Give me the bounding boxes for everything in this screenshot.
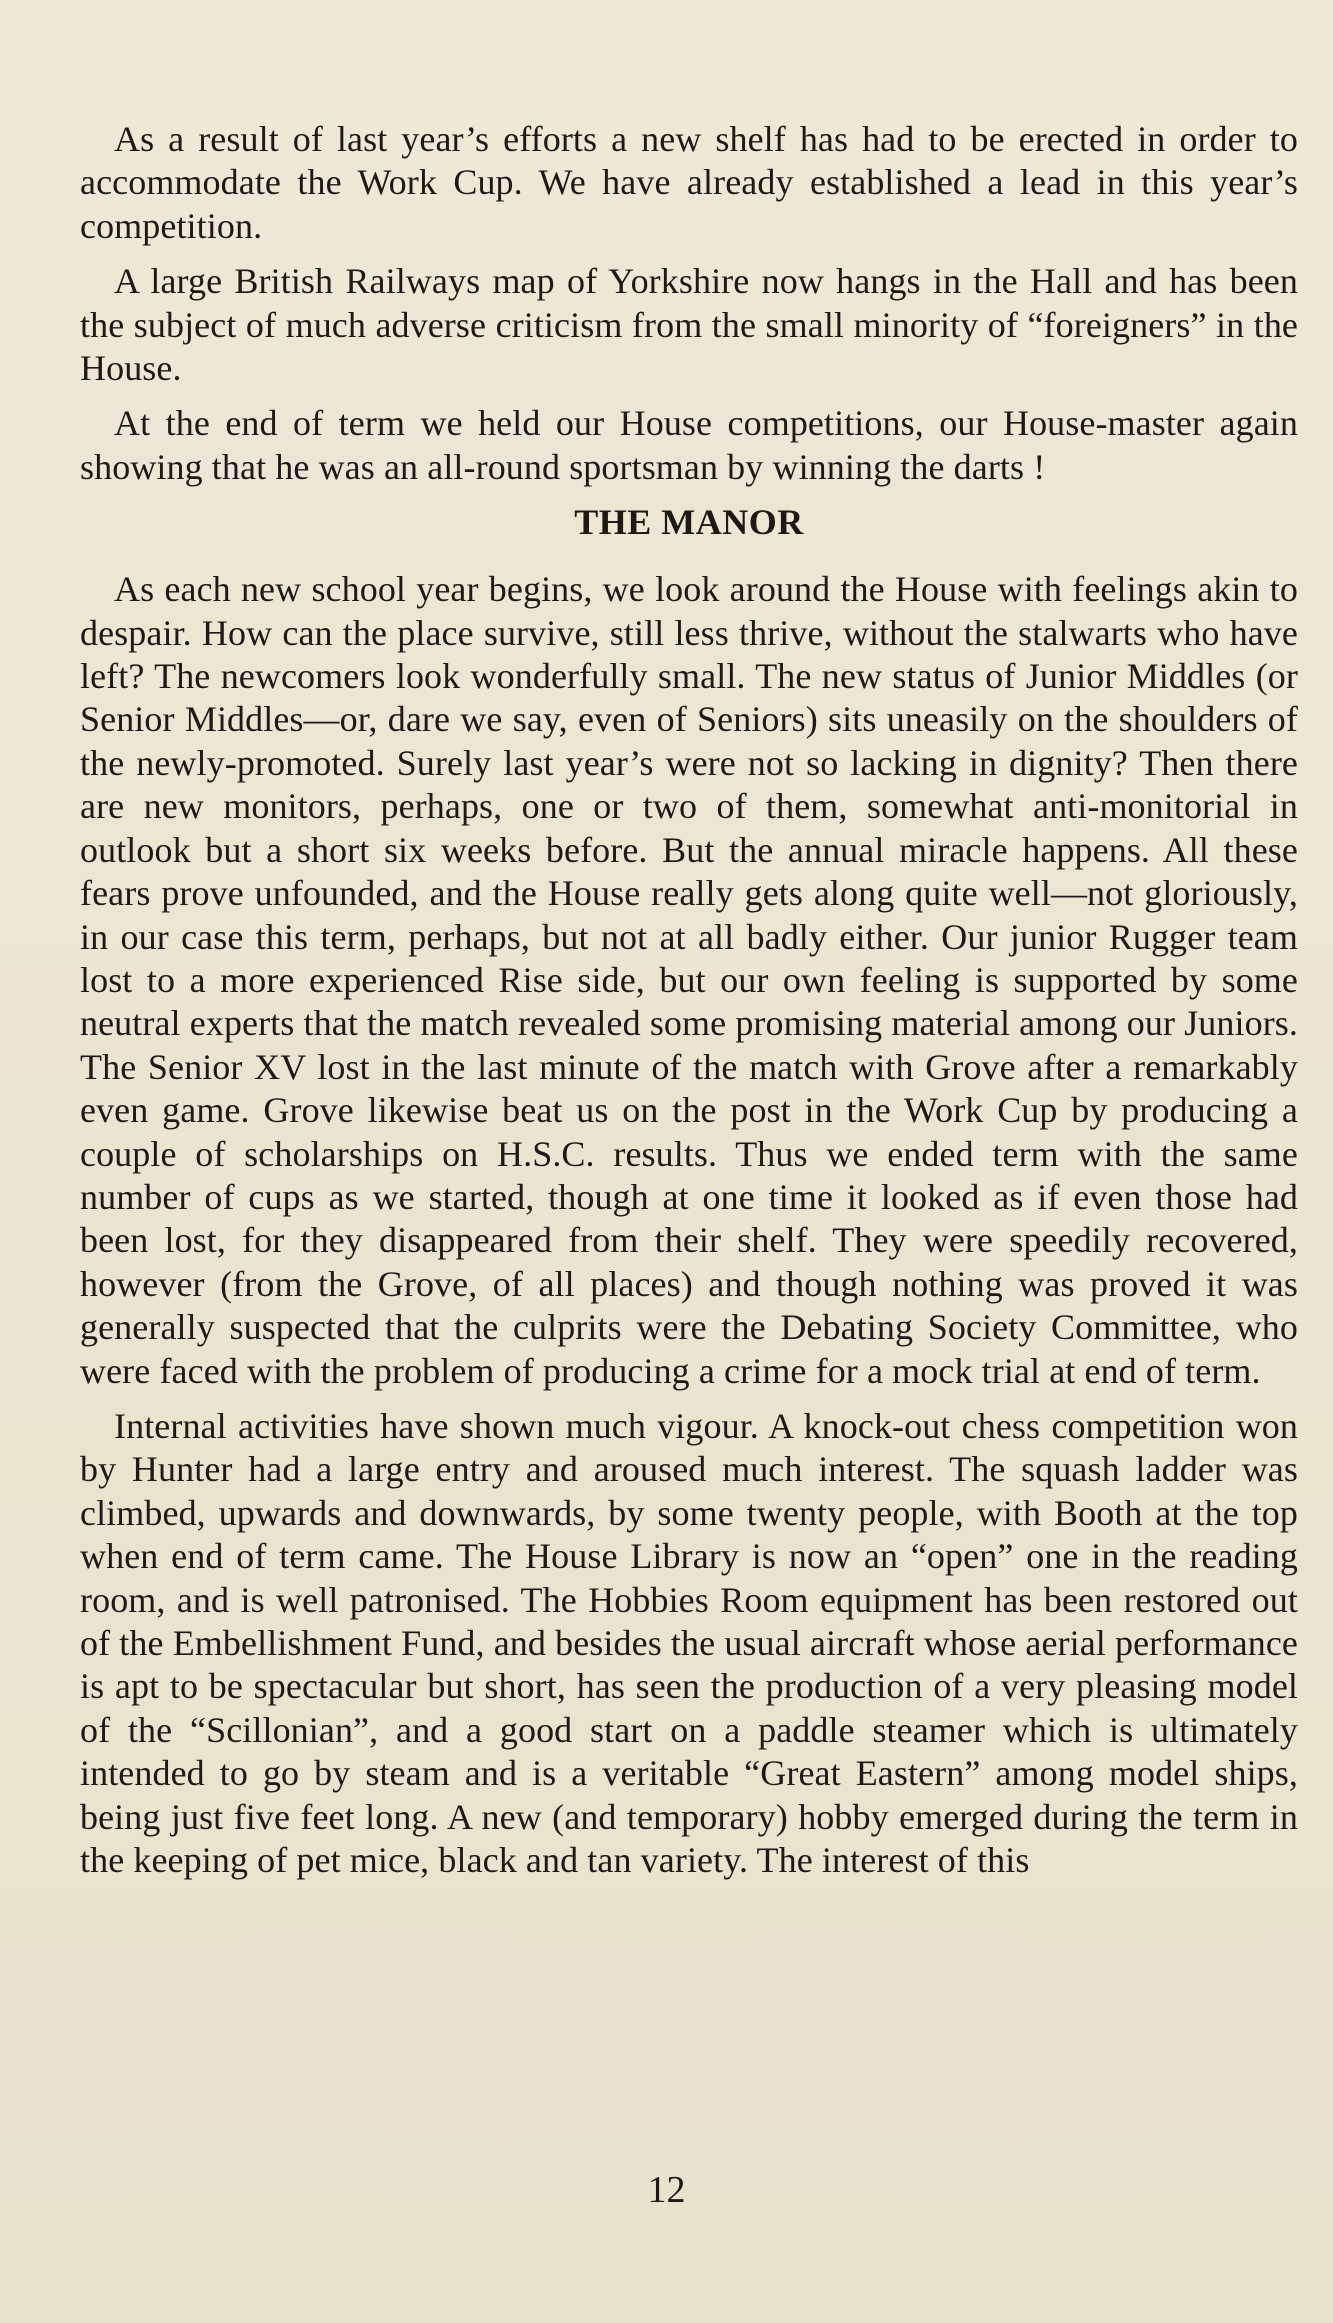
paragraph-school-year: As each new school year begins, we look around the House with feelings akin to despair. How can the place survive, still less thrive, without the stalwarts who have left? The newcomers look wonderfully small. The new status of Junior Middles (or Senior Middles—or, dare we say, even of Seniors) sits uneasily on the shoulders of the newly-promoted. Surely last year’s were not so lacking in dignity? Then there are new monitors, perhaps, one or two of them, somewhat anti-monitorial in outlook but a short six weeks before. But the annual miracle happens. All these fears prove unfounded, and the House really gets along quite well—not gloriously, in our case this term, perhaps, but not at all badly either. Our junior Rugger team lost to a more experienced Rise side, but our own feeling is supported by some neutral experts that the match revealed some promising material among our Juniors. The Senior XV lost in the last minute of the match with Grove after a remarkably even game. Grove likewise beat us on the post in the Work Cup by producing a couple of scholarships on H.S.C. results. Thus we ended term with the same number of cups as we started, though at one time it looked as if even those had been lost, for they disappeared from their shelf. They were speedily recovered, however (from the Grove, of all places) and though nothing was proved it was generally suspected that the culprits were the Debating Society Committee, who were faced with the problem of producing a crime for a mock trial at end of term. xyxy=(80,569,1298,1391)
page-number: 12 xyxy=(647,2169,686,2211)
paragraph-internal-activities: Internal activities have shown much vigour. A knock-out chess competition won by Hunter had a large entry and aroused much interest. The squash ladder was climbed, upwards and downwards, by some twenty people, with Booth at the top when end of term came. The House Library is now an “open” one in the reading room, and is well patronised. The Hobbies Room equipment has been restored out of the Embellishment Fund, and besides the usual aircraft whose aerial performance is apt to be spectacular but short, has seen the production of a very pleasing model of the “Scillonian”, and a good start on a paddle steamer which is ultimately intended to go by steam and is a veritable “Great Eastern” among model ships, being just five feet long. A new (and temporary) hobby emerged during the term in the keeping of pet mice, black and tan variety. The interest of this xyxy=(80,1405,1298,1881)
section-heading: THE MANOR xyxy=(574,502,804,543)
paragraph-railways-map: A large British Railways map of Yorkshire now hangs in the Hall and has been the subject of much adverse criticism from the small minority of “foreigners” in the House. xyxy=(80,261,1298,389)
paragraph-house-competitions: At the end of term we held our House competitions, our House-master again showing that he was an all-round sportsman by winning the darts ! xyxy=(80,403,1298,487)
page-content xyxy=(80,118,1298,1894)
paragraph-work-cup-shelf: As a result of last year’s efforts a new shelf has had to be erected in order to accommodate the Work Cup. We have already established a lead in this year’s competition. xyxy=(80,119,1298,246)
